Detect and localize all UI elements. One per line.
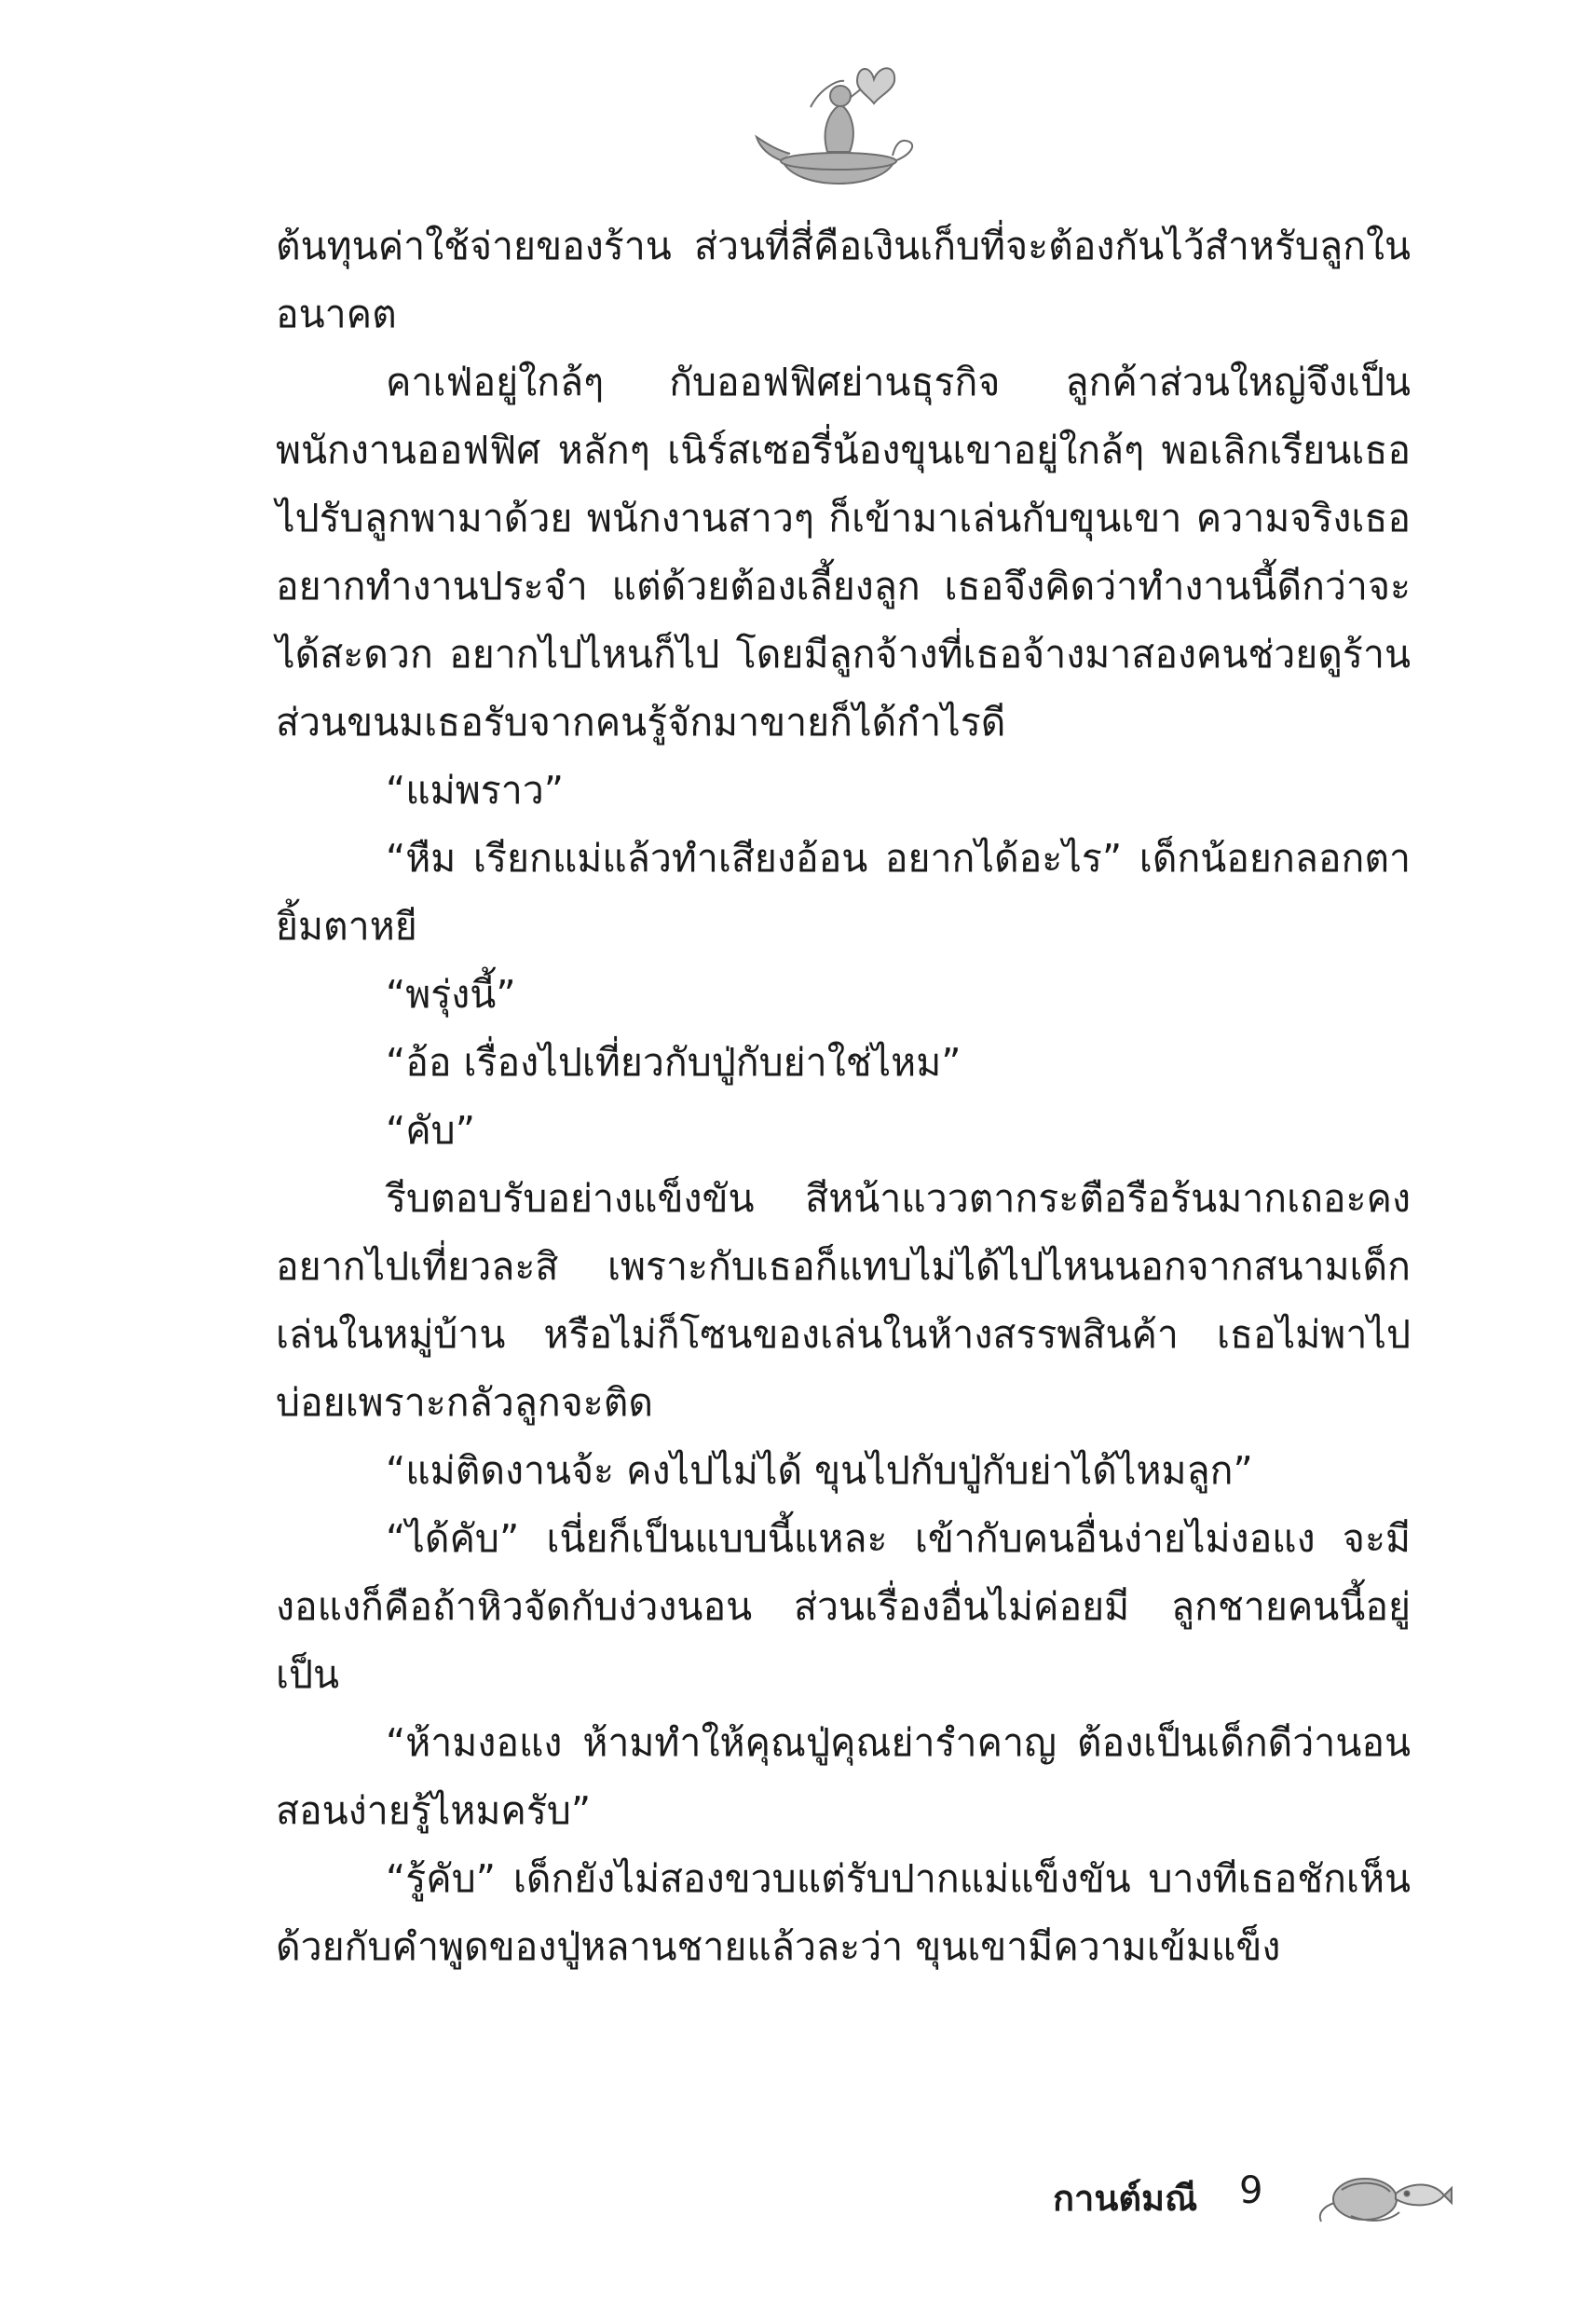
page-footer	[1053, 2162, 1453, 2236]
paragraph: “คับ”	[386, 1108, 475, 1153]
paragraph: “อ้อ เรื่องไปเที่ยวกับปู่กับย่าใช่ไหม”	[386, 1040, 962, 1085]
genie-lamp-icon	[755, 51, 922, 200]
author-name: กานต์มณี	[1053, 2178, 1198, 2219]
paragraph: “ได้คับ” เนี่ยก็เป็นแบบนี้แหละ เข้ากับคนอื่นง่ายไม่งอแง จะมีงอแงก็คือถ้าหิวจัดกับง่วงนอน ส่วนเรื่องอื่นไม่ค่อยมี ลูกชายคนนี้อยู่เป็น	[276, 1516, 1411, 1697]
paragraph: “รู้คับ” เด็กยังไม่สองขวบแต่รับปากแม่แข็งขัน บางทีเธอชักเห็นด้วยกับคำพูดของปู่หลานชายแล้วละว่า ขุนเขามีความเข้มแข็ง	[276, 1856, 1411, 1969]
paragraph: ต้นทุนค่าใช้จ่ายของร้าน ส่วนที่สี่คือเงินเก็บที่จะต้องกันไว้สำหรับลูกในอนาคต	[276, 224, 1411, 336]
chapter-body-text	[276, 212, 1411, 1981]
paragraph: “แม่ติดงานจ้ะ คงไปไม่ได้ ขุนไปกับปู่กับย่าได้ไหมลูก”	[386, 1448, 1253, 1493]
paragraph: คาเฟ่อยู่ใกล้ๆ กับออฟฟิศย่านธุรกิจ ลูกค้าส่วนใหญ่จึงเป็นพนักงานออฟฟิศ หลักๆ เนิร์สเซอรี่น้องขุนเขาอยู่ใกล้ๆ พอเลิกเรียนเธอไปรับลูกพามาด้วย พนักงานสาวๆ ก็เข้ามาเล่นกับขุนเขา ความจริงเธออยากทำงานประจำ แต่ด้วยต้องเลี้ยงลูก เธอจึงคิดว่าทำงานนี้ดีกว่าจะได้สะดวก อยากไปไหนก็ไป โดยมีลูกจ้างที่เธอจ้างมาสองคนช่วยดูร้าน ส่วนขนมเธอรับจากคนรู้จักมาขายก็ได้กำไรดี	[276, 360, 1411, 745]
paragraph: รีบตอบรับอย่างแข็งขัน สีหน้าแววตากระตือรือร้นมากเถอะคงอยากไปเที่ยวละสิ เพราะกับเธอก็แทบไม่ได้ไปไหนนอกจากสนามเด็กเล่นในหมู่บ้าน หรือไม่ก็โซนของเล่นในห้างสรรพสินค้า เธอไม่พาไปบ่อยเพราะกลัวลูกจะติด	[276, 1176, 1411, 1425]
paragraph: “ห้ามงอแง ห้ามทำให้คุณปู่คุณย่ารำคาญ ต้องเป็นเด็กดีว่านอนสอนง่ายรู้ไหมครับ”	[276, 1720, 1411, 1833]
paragraph: “แม่พราว”	[386, 768, 565, 813]
paragraph: “พรุ่งนี้”	[386, 972, 516, 1017]
page-number: 9	[1239, 2169, 1263, 2212]
fish-basket-icon	[1314, 2162, 1453, 2232]
paragraph: “หืม เรียกแม่แล้วทำเสียงอ้อน อยากได้อะไร” เด็กน้อยกลอกตายิ้มตาหยี	[276, 836, 1411, 949]
